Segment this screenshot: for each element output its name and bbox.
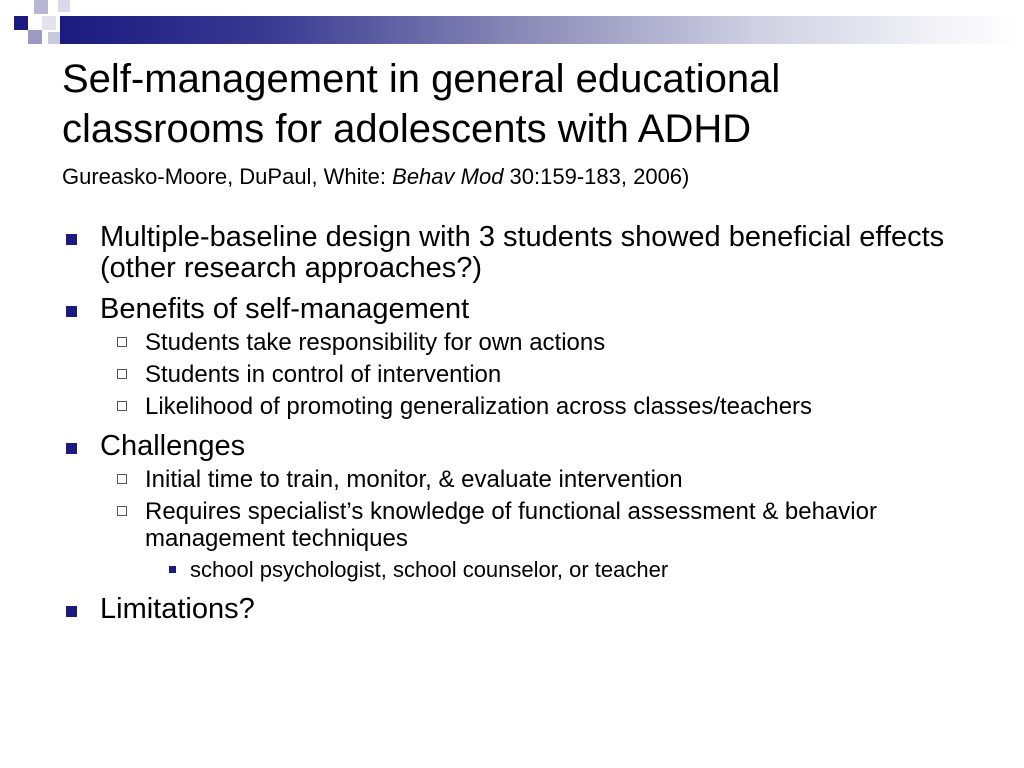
square-bullet-icon xyxy=(66,306,77,317)
bullet-text: Multiple-baseline design with 3 students showed beneficial effects (other research approaches?) xyxy=(100,221,945,284)
citation-authors: Gureasko-Moore, DuPaul, White: xyxy=(62,164,393,189)
sub-sub-bullet-item xyxy=(62,557,962,582)
bullet-list xyxy=(62,222,962,635)
sub-bullet-item xyxy=(62,329,962,356)
bullet-item xyxy=(62,294,962,325)
hollow-square-bullet-icon xyxy=(117,401,127,411)
title-line-2: classrooms for adolescents with ADHD xyxy=(62,107,752,151)
square-bullet-icon xyxy=(66,234,77,245)
bullet-text: Challenges xyxy=(100,430,246,462)
bullet-item xyxy=(62,594,962,625)
square-bullet-icon xyxy=(66,606,77,617)
hollow-square-bullet-icon xyxy=(117,474,127,484)
sub-bullet-text: Likelihood of promoting generalization across classes/teachers xyxy=(145,393,813,420)
decor-square xyxy=(48,32,60,44)
sub-bullet-item xyxy=(62,498,962,552)
bullet-text: Limitations? xyxy=(100,593,255,625)
bullet-item xyxy=(62,431,962,462)
hollow-square-bullet-icon xyxy=(117,506,127,516)
hollow-square-bullet-icon xyxy=(117,369,127,379)
header-gradient-bar xyxy=(60,16,1024,44)
decor-square xyxy=(14,16,28,30)
sub-sub-bullet-text: school psychologist, school counselor, or teacher xyxy=(190,557,669,582)
bullet-item xyxy=(62,222,962,284)
citation xyxy=(62,162,1002,192)
sub-bullet-text: Students take responsibility for own actions xyxy=(145,329,606,356)
decor-square xyxy=(34,0,48,14)
square-bullet-icon xyxy=(66,443,77,454)
small-square-bullet-icon xyxy=(169,566,176,573)
title-line-1: Self-management in general educational xyxy=(62,57,781,101)
hollow-square-bullet-icon xyxy=(117,337,127,347)
decor-square xyxy=(42,16,56,30)
bullet-text: Benefits of self-management xyxy=(100,293,470,325)
citation-details: 30:159-183, 2006) xyxy=(503,164,690,189)
sub-bullet-text: Initial time to train, monitor, & evaluate intervention xyxy=(145,466,683,493)
sub-bullet-item xyxy=(62,466,962,493)
citation-journal: Behav Mod xyxy=(392,164,504,189)
decor-square xyxy=(58,0,70,12)
sub-bullet-item xyxy=(62,393,962,420)
decor-square xyxy=(28,30,42,44)
sub-bullet-text: Students in control of intervention xyxy=(145,361,502,388)
slide-title xyxy=(62,54,1002,154)
sub-bullet-item xyxy=(62,361,962,388)
sub-bullet-text: Requires specialist’s knowledge of functional assessment & behavior management techniques xyxy=(145,498,877,552)
